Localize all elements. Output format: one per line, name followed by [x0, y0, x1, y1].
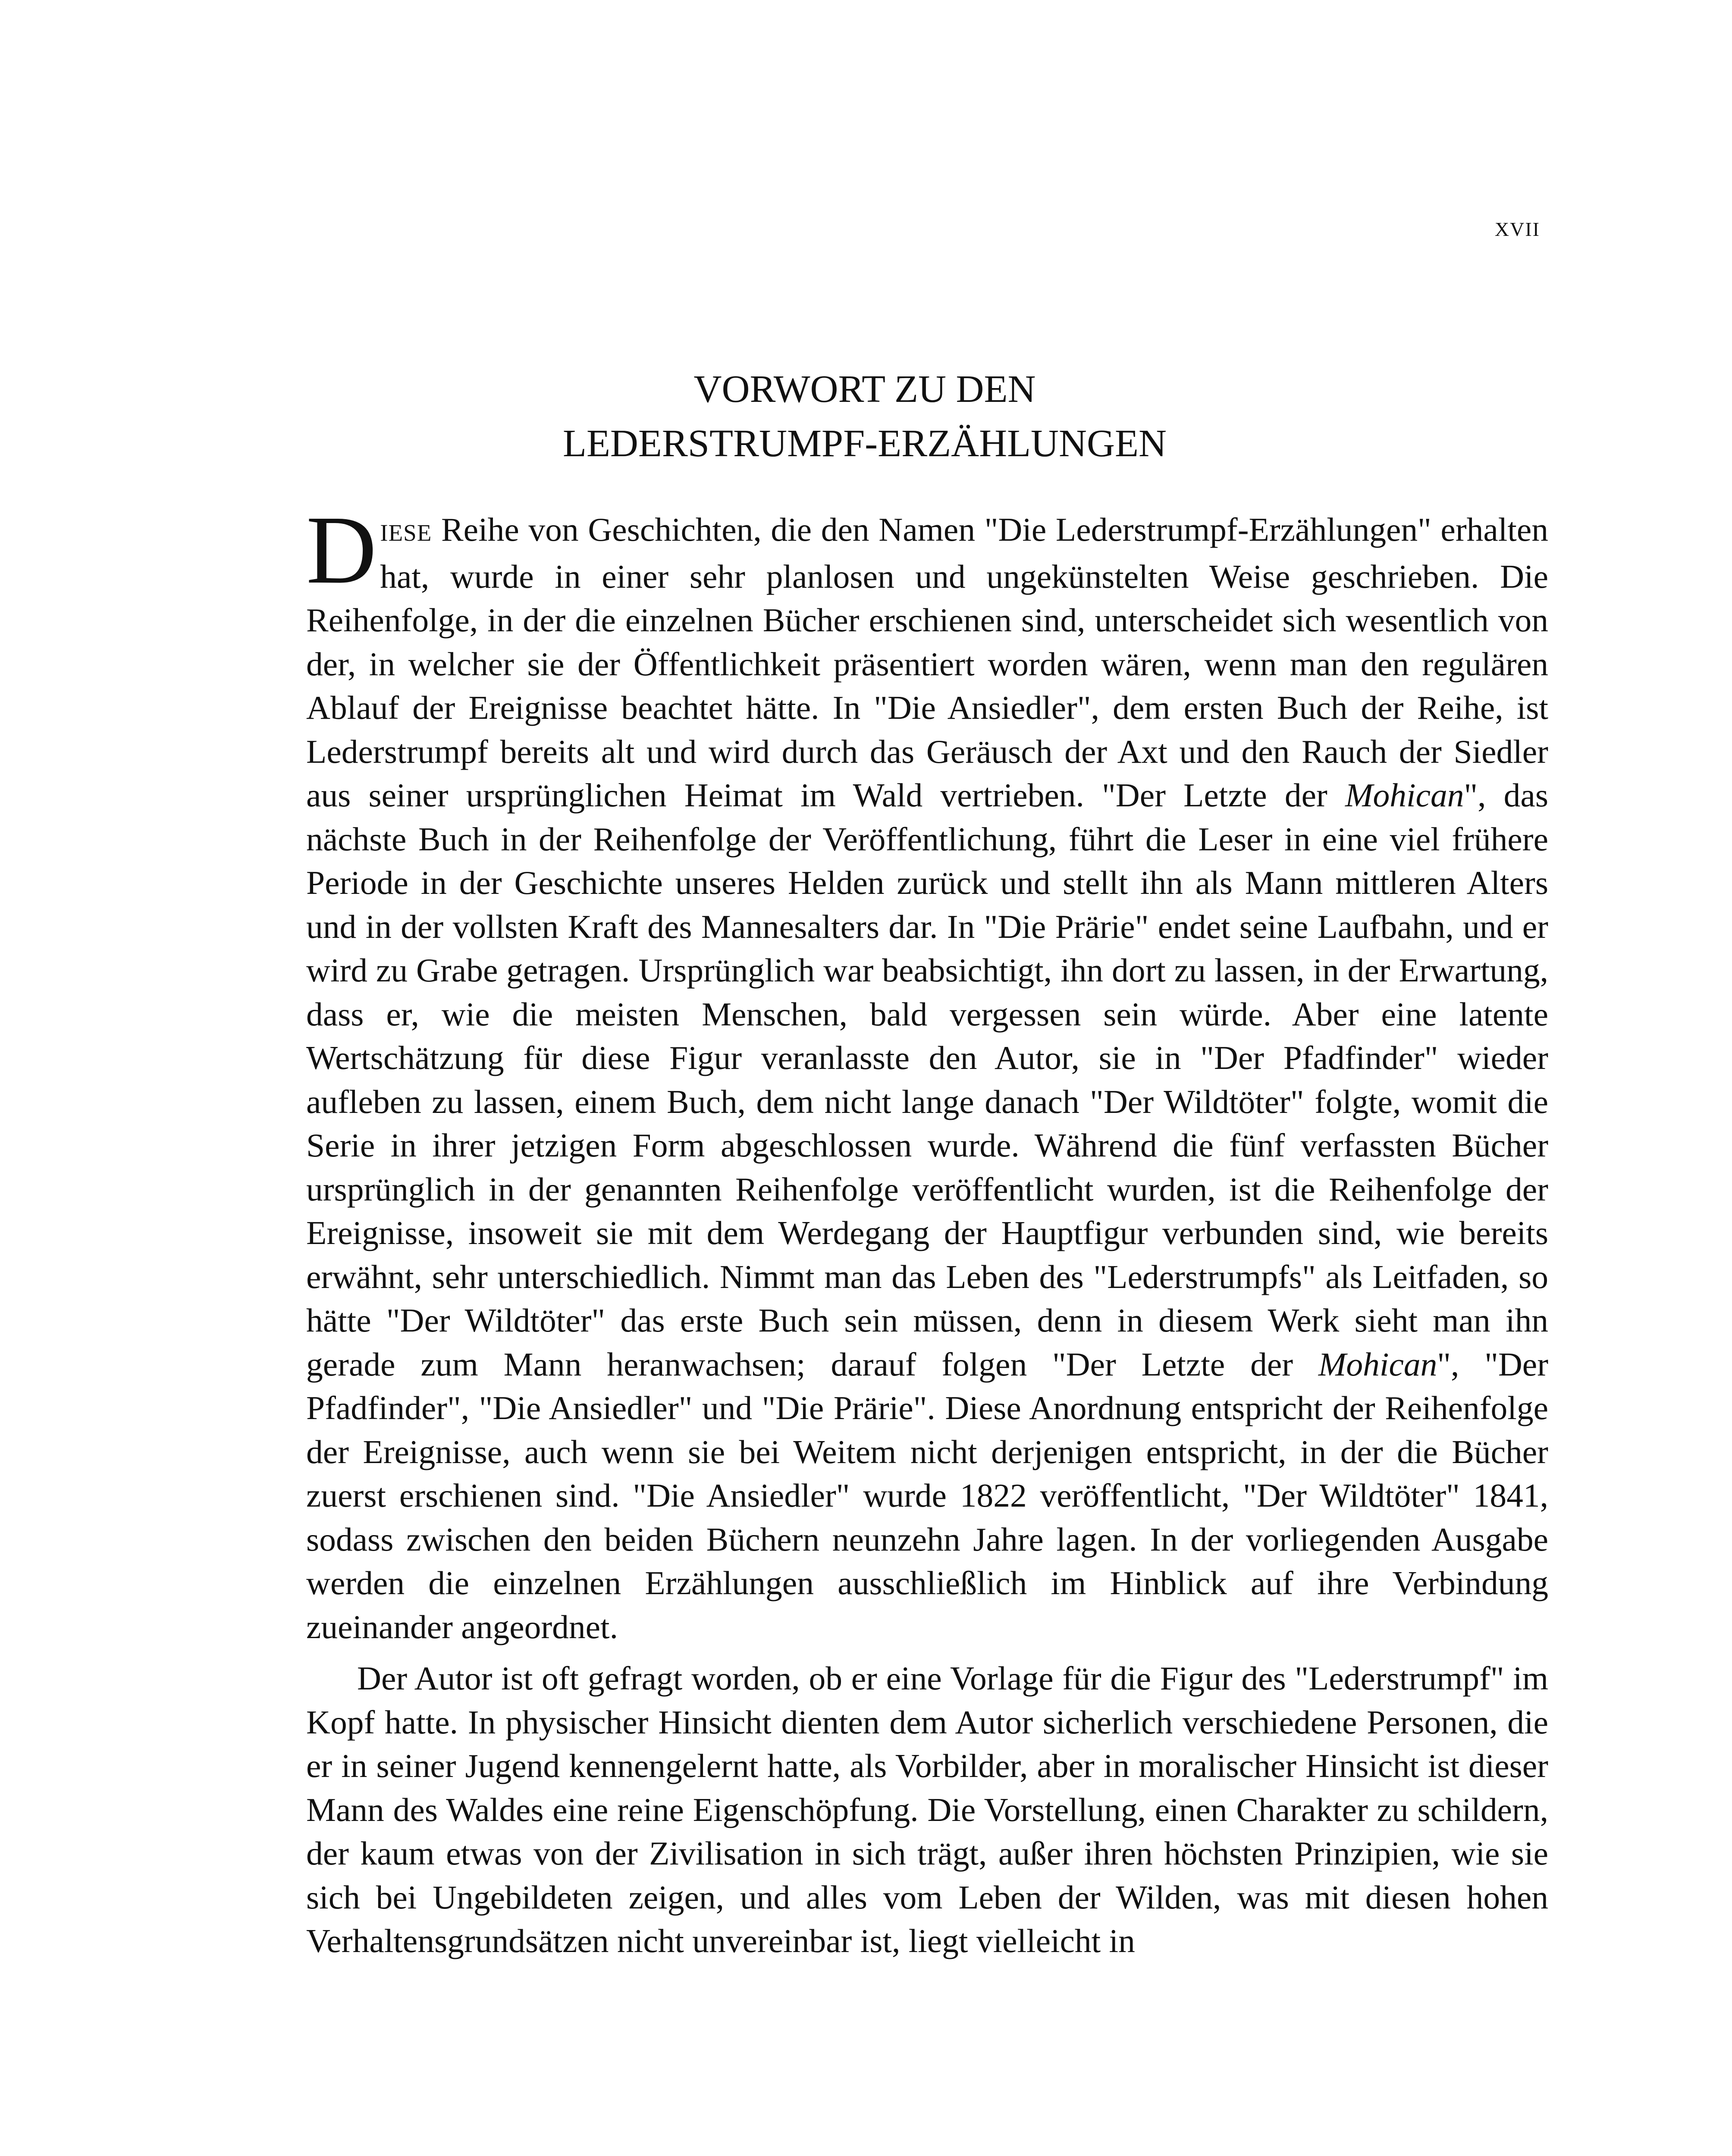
page-number: XVII [1494, 218, 1540, 240]
body-text [306, 496, 1549, 1963]
paragraph-1-text-b: ", das nächste Buch in der Reihenfolge der Veröffentlichung, führt die Leser in eine viel frühere Periode in der Geschichte unseres Helden zurück und stellt ihn als Mann mittleren Alters und in der vollsten Kraft des Mannesalters dar. In "Die Prärie" endet seine Laufbahn, und er wird zu Grabe getragen. Ursprünglich war beabsichtigt, ihn dort zu lassen, in der Erwartung, dass er, wie die meisten Menschen, bald vergessen sein würde. Aber eine latente Wertschätzung für diese Figur veranlasste den Autor, sie in "Der Pfadfinder" wieder aufleben zu lassen, einem Buch, dem nicht lange danach "Der Wildtöter" folgte, womit die Serie in ihrer jetzigen Form abgeschlossen wurde. Während die fünf verfassten Bücher ursprünglich in der genannten Reihenfolge veröffentlicht wurden, ist die Reihenfolge der Ereignisse, insoweit sie mit dem Werdegang der Hauptfigur verbunden sind, wie bereits erwähnt, sehr unterschiedlich. Nimmt man das Leben des "Lederstrumpfs" als Leitfaden, so hätte "Der Wildtöter" das erste Buch sein müssen, denn in diesem Werk sieht man ihn gerade zum Mann heranwachsen; darauf folgen "Der Letzte der [306, 777, 1548, 1383]
chapter-heading-line-1: VORWORT ZU DEN [693, 368, 1036, 411]
italic-title-mohican-2: Mohican [1318, 1345, 1437, 1383]
paragraph-1 [306, 496, 1549, 1649]
paragraph-1-text-a: Reihe von Geschichten, die den Namen "Die Lederstrumpf-Erzählungen" erhalten hat, wurde in einer sehr planlosen und ungekünstelten Weise geschrieben. Die Reihenfolge, in der die einzelnen Bücher erschienen sind, unterscheidet sich wesentlich von der, in welcher sie der Öffentlichkeit präsentiert worden wären, wenn man den regulären Ablauf der Ereignisse beachtet hätte. In "Die Ansiedler", dem ersten Buch der Reihe, ist Lederstrumpf bereits alt und wird durch das Geräusch der Axt und den Rauch der Siedler aus seiner ursprünglichen Heimat im Wald vertrieben. "Der Letzte der [306, 511, 1548, 814]
chapter-heading [306, 362, 1423, 471]
chapter-heading-line-2: LEDERSTRUMPF-ERZÄHLUNGEN [562, 422, 1167, 465]
drop-cap: D [306, 496, 377, 604]
paragraph-2: Der Autor ist oft gefragt worden, ob er eine Vorlage für die Figur des "Lederstrumpf" im Kopf hatte. In physischer Hinsicht dienten dem Autor sicherlich verschiedene Personen, die er in seiner Jugend kennengelernt hatte, als Vorbilder, aber in moralischer Hinsicht ist dieser Mann des Waldes eine reine Eigenschöpfung. Die Vorstellung, einen Charakter zu schildern, der kaum etwas von der Zivilisation in sich trägt, außer ihren höchsten Prinzipien, wie sie sich bei Ungebildeten zeigen, und alles vom Leben der Wilden, was mit diesen hohen Verhaltensgrundsätzen nicht unvereinbar ist, liegt vielleicht in [306, 1660, 1548, 1959]
small-caps-lead: IESE [380, 520, 432, 546]
italic-title-mohican-1: Mohican [1345, 777, 1464, 814]
paragraph-1-text-c: ", "Der Pfadfinder", "Die Ansiedler" und "Die Prärie". Diese Anordnung entspricht der Reihenfolge der Ereignisse, auch wenn sie bei Weitem nicht derjenigen entspricht, in der die Bücher zuerst erschienen sind. "Die Ansiedler" wurde 1822 veröffentlicht, "Der Wildtöter" 1841, sodass zwischen den beiden Büchern neunzehn Jahre lagen. In der vorliegenden Ausgabe werden die einzelnen Erzählungen ausschließlich im Hinblick auf ihre Verbindung zueinander angeordnet. [306, 1345, 1549, 1645]
